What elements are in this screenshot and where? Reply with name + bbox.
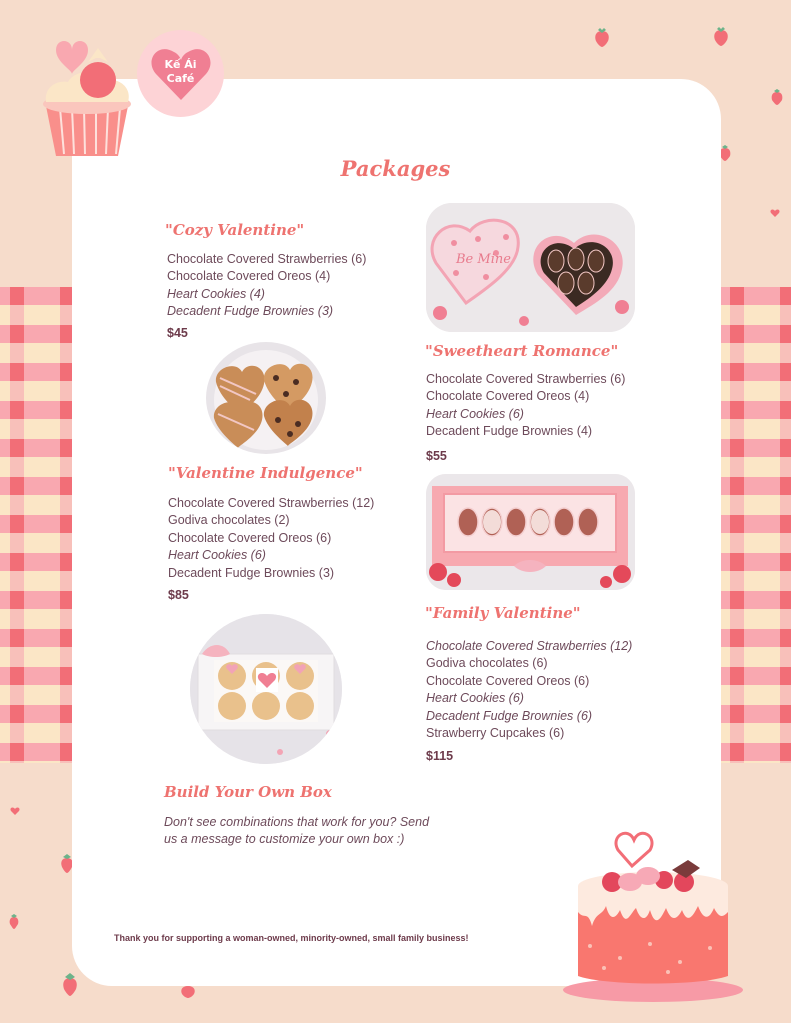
logo-line-2: Café bbox=[166, 72, 195, 85]
package-item: Godiva chocolates (2) bbox=[168, 513, 290, 528]
custom-box-text: Don't see combinations that work for you? Send us a message to customize your own box :) bbox=[164, 815, 430, 847]
package-title-cozy-valentine: "Cozy Valentine" bbox=[165, 221, 305, 239]
package-item: Heart Cookies (6) bbox=[426, 406, 524, 421]
strawberry-icon bbox=[770, 88, 784, 106]
package-item: Chocolate Covered Oreos (4) bbox=[426, 389, 590, 404]
package-item: Heart Cookies (6) bbox=[168, 548, 266, 563]
gingham-border-right bbox=[720, 287, 791, 763]
footer-message: Thank you for supporting a woman-owned, minority-owned, small family business! bbox=[114, 933, 469, 943]
strawberry-icon bbox=[711, 25, 731, 47]
package-price-sweetheart-romance: $55 bbox=[426, 449, 447, 463]
package-item: Heart Cookies (6) bbox=[426, 691, 524, 706]
package-item: Decadent Fudge Brownies (3) bbox=[168, 565, 335, 580]
package-item: Chocolate Covered Strawberries (6) bbox=[426, 372, 626, 386]
brand-logo bbox=[137, 30, 224, 117]
package-item: Chocolate Covered Oreos (4) bbox=[167, 269, 331, 284]
package-title-valentine-indulgence: "Valentine Indulgence" bbox=[168, 464, 363, 482]
gingham-border-left bbox=[0, 287, 75, 763]
package-price-family-valentine: $115 bbox=[426, 749, 454, 763]
cupcake-illustration bbox=[38, 36, 136, 160]
package-items-family-valentine bbox=[426, 638, 632, 742]
package-item: Decadent Fudge Brownies (3) bbox=[167, 304, 334, 319]
strawberry-box-photo bbox=[426, 474, 635, 590]
package-price-cozy-valentine: $45 bbox=[167, 326, 188, 340]
package-item: Decadent Fudge Brownies (4) bbox=[426, 424, 593, 439]
package-item: Heart Cookies (4) bbox=[167, 286, 265, 301]
strawberry-icon bbox=[8, 913, 20, 931]
logo-text bbox=[137, 58, 224, 86]
cookies-photo bbox=[206, 342, 326, 454]
box-label: Be Mine bbox=[456, 252, 511, 267]
strawberry-icon bbox=[60, 972, 80, 998]
logo-line-1: Kế Ái bbox=[164, 58, 197, 71]
strawberry-icon bbox=[592, 26, 612, 48]
package-item: Chocolate Covered Strawberries (12) bbox=[426, 639, 633, 653]
heart-box-photo bbox=[426, 203, 635, 332]
package-price-valentine-indulgence: $85 bbox=[168, 588, 189, 602]
heart-icon bbox=[10, 806, 20, 816]
heart-icon bbox=[770, 208, 780, 218]
package-title-family-valentine: "Family Valentine" bbox=[425, 604, 581, 622]
package-items-valentine-indulgence bbox=[168, 495, 374, 582]
package-item: Chocolate Covered Oreos (6) bbox=[426, 673, 590, 688]
page-title: Packages bbox=[340, 156, 451, 181]
package-item: Strawberry Cupcakes (6) bbox=[426, 726, 565, 741]
package-items-sweetheart-romance bbox=[426, 371, 625, 441]
custom-box-title: Build Your Own Box bbox=[164, 783, 332, 801]
package-title-sweetheart-romance: "Sweetheart Romance" bbox=[425, 342, 619, 360]
cupcakes-photo bbox=[190, 614, 342, 764]
package-item: Chocolate Covered Strawberries (12) bbox=[168, 496, 375, 510]
package-items-cozy-valentine bbox=[167, 251, 366, 321]
cake-illustration bbox=[560, 826, 746, 1006]
package-item: Chocolate Covered Strawberries (6) bbox=[167, 252, 367, 266]
package-item: Decadent Fudge Brownies (6) bbox=[426, 708, 593, 723]
package-item: Godiva chocolates (6) bbox=[426, 656, 548, 671]
package-item: Chocolate Covered Oreos (6) bbox=[168, 530, 332, 545]
strawberry-icon bbox=[178, 984, 198, 1000]
